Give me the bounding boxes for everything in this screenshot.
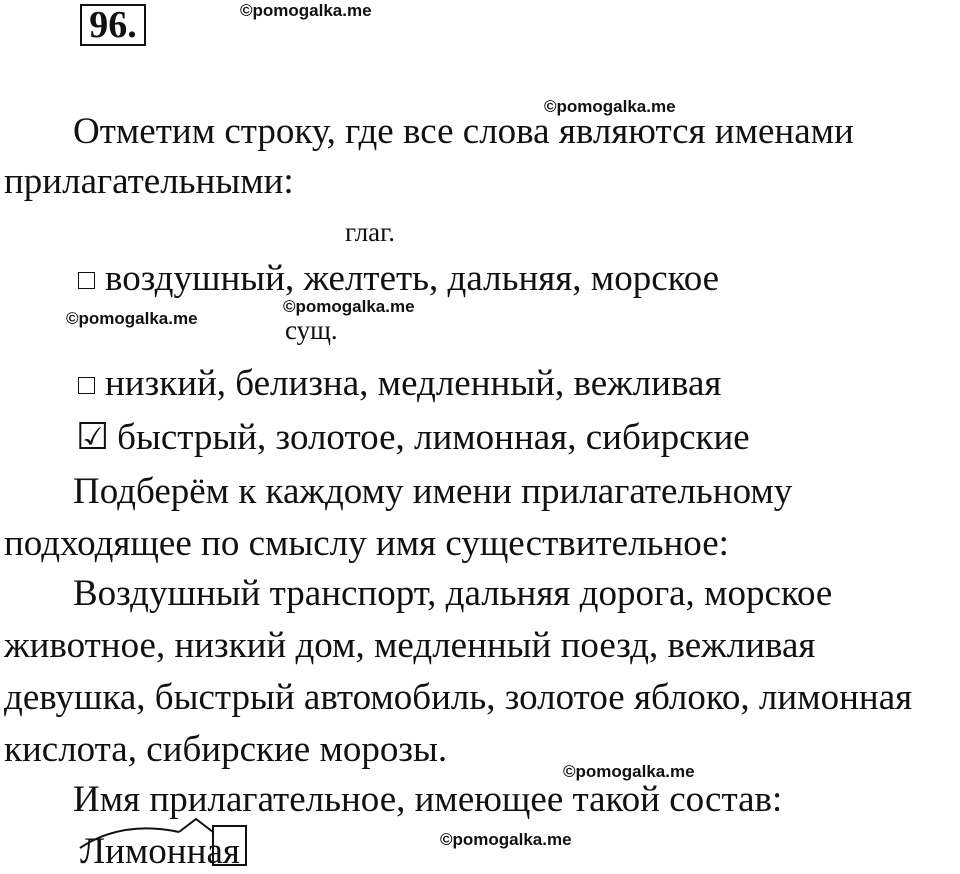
suffix-mark-icon bbox=[179, 819, 213, 832]
paragraph-line: девушка, быстрый автомобиль, золотое яблоко, лимонная bbox=[4, 677, 913, 718]
watermark: ©pomogalka.me bbox=[283, 297, 415, 316]
morpheme-marks bbox=[72, 814, 262, 874]
annotation-noun: сущ. bbox=[285, 315, 338, 345]
paragraph-line: Воздушный транспорт, дальняя дорога, морское bbox=[73, 573, 833, 614]
checkbox-checked-icon: ☑ bbox=[76, 417, 110, 458]
annotation-verb: глаг. bbox=[345, 217, 395, 247]
morpheme-ending: ая bbox=[206, 831, 240, 872]
watermark: ©pomogalka.me bbox=[440, 830, 572, 849]
option-text: быстрый, золотое, лимонная, сибирские bbox=[117, 417, 750, 458]
watermark: ©pomogalka.me bbox=[66, 309, 198, 328]
paragraph-line: подходящее по смыслу имя существительное: bbox=[4, 523, 729, 564]
option-row bbox=[76, 418, 750, 458]
paragraph-line: животное, низкий дом, медленный поезд, вежливая bbox=[4, 625, 816, 666]
option-text: воздушный, желтеть, дальняя, морское bbox=[105, 258, 720, 299]
option-text: низкий, белизна, медленный, вежливая bbox=[105, 363, 722, 404]
option-row bbox=[78, 259, 719, 299]
ending-box-icon bbox=[213, 826, 246, 865]
watermark: ©pomogalka.me bbox=[240, 1, 372, 20]
task-number: 96. bbox=[80, 4, 146, 46]
watermark: ©pomogalka.me bbox=[563, 762, 695, 781]
paragraph-line: кислота, сибирские морозы. bbox=[4, 729, 448, 770]
morpheme-suffix: н bbox=[186, 831, 207, 872]
option-row bbox=[78, 364, 721, 404]
watermark: ©pomogalka.me bbox=[544, 97, 676, 116]
root-arc-icon bbox=[80, 828, 179, 848]
checkbox-empty-icon bbox=[78, 377, 95, 394]
paragraph-line: Отметим строку, где все слова являются именами bbox=[73, 111, 854, 152]
paragraph-line: Подберём к каждому имени прилагательному bbox=[73, 471, 793, 512]
paragraph-line: Имя прилагательное, имеющее такой состав: bbox=[73, 779, 783, 820]
morpheme-root: Лимон bbox=[80, 831, 187, 872]
paragraph-line: прилагательными: bbox=[4, 161, 294, 202]
checkbox-empty-icon bbox=[78, 272, 95, 289]
